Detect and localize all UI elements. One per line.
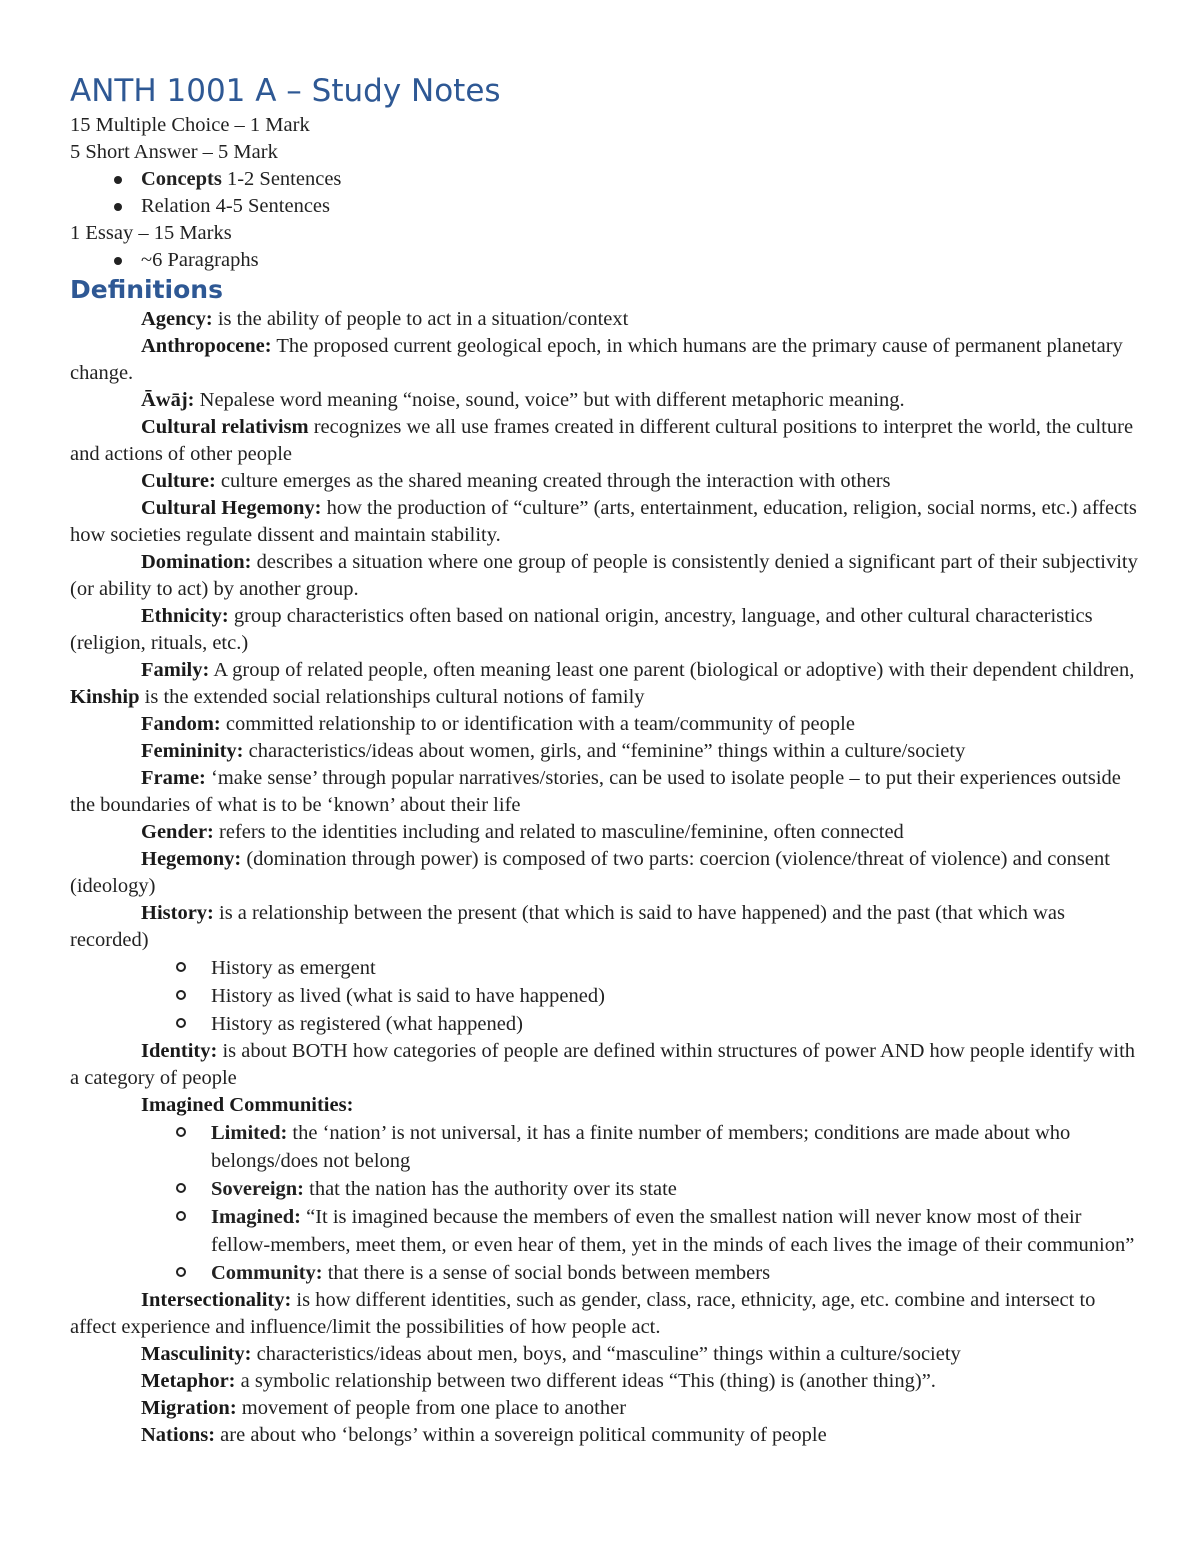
definition-text: 1-2 Sentences <box>221 168 342 190</box>
list-item <box>70 1119 1140 1175</box>
term: Gender: <box>141 821 214 843</box>
definition-text: group characteristics often based on national origin, ancestry, language, and other cultural characteristics (religion, rituals, etc.) <box>70 605 1093 654</box>
document-title: ANTH 1001 A – Study Notes <box>70 73 501 109</box>
definition-identity <box>70 1038 1140 1092</box>
term: Anthropocene: <box>141 335 272 357</box>
list-item: History as lived (what is said to have happened) <box>70 982 1140 1010</box>
term: Cultural relativism <box>141 416 309 438</box>
definition-cultural-hegemony <box>70 495 1140 549</box>
definition-text: is about BOTH how categories of people are defined within structures of power AND how people identify with a category of people <box>70 1040 1136 1089</box>
definition-text: ‘make sense’ through popular narratives/stories, can be used to isolate people – to put their experiences outside the boundaries of what is to be ‘known’ about their life <box>70 767 1121 816</box>
term: Ethnicity: <box>141 605 229 627</box>
definition-text: The proposed current geological epoch, in which humans are the primary cause of permanent planetary change. <box>70 335 1123 384</box>
list-item <box>70 1203 1140 1259</box>
definition-text: characteristics/ideas about men, boys, and “masculine” things within a culture/society <box>251 1343 961 1365</box>
definition-text: committed relationship to or identification with a team/community of people <box>220 713 855 735</box>
imagined-communities-list <box>70 1119 1140 1287</box>
list-item <box>70 1175 1140 1203</box>
definition-text: describes a situation where one group of people is consistently denied a significant part of their subjectivity (or ability to act) by another group. <box>70 551 1138 600</box>
definition-ethnicity <box>70 603 1140 657</box>
definition-text: that there is a sense of social bonds between members <box>322 1262 771 1284</box>
term: Limited: <box>211 1122 288 1144</box>
definition-metaphor <box>70 1368 1140 1395</box>
definition-text: (domination through power) is composed of two parts: coercion (violence/threat of violence) and consent (ideology) <box>70 848 1110 897</box>
definition-text: a symbolic relationship between two different ideas “This (thing) is (another thing)”. <box>235 1370 936 1392</box>
definition-text: the ‘nation’ is not universal, it has a finite number of members; conditions are made about who belongs/does not belong <box>211 1122 1071 1172</box>
definition-text: “It is imagined because the members of even the smallest nation will never know most of their fellow-members, meet them, or even hear of them, yet in the minds of each lives the image of their communion” <box>211 1206 1135 1256</box>
list-item <box>70 1259 1140 1287</box>
term: Femininity: <box>141 740 244 762</box>
definition-text: that the nation has the authority over its state <box>304 1178 677 1200</box>
term: Fandom: <box>141 713 221 735</box>
definition-awaj <box>70 387 1140 414</box>
term: Concepts <box>141 168 222 190</box>
definition-text: is the extended social relationships cultural notions of family <box>139 686 645 708</box>
definition-migration <box>70 1395 1140 1422</box>
definition-text: culture emerges as the shared meaning created through the interaction with others <box>215 470 891 492</box>
list-item: ~6 Paragraphs <box>70 247 1140 274</box>
term: Culture: <box>141 470 216 492</box>
definition-masculinity <box>70 1341 1140 1368</box>
term: Masculinity: <box>141 1343 252 1365</box>
definition-text: is how different identities, such as gender, class, race, ethnicity, age, etc. combine and intersect to affect experience and influence/limit the possibilities of how people act. <box>70 1289 1096 1338</box>
term: History: <box>141 902 214 924</box>
term: Migration: <box>141 1397 237 1419</box>
term: Imagined: <box>211 1206 301 1228</box>
term: Community: <box>211 1262 323 1284</box>
definition-cultural-relativism <box>70 414 1140 468</box>
definition-text: refers to the identities including and related to masculine/feminine, often connected <box>213 821 904 843</box>
definition-fandom <box>70 711 1140 738</box>
definition-nations <box>70 1422 1140 1449</box>
definition-gender <box>70 819 1140 846</box>
definition-history <box>70 900 1140 954</box>
definition-text: Nepalese word meaning “noise, sound, voice” but with different metaphoric meaning. <box>194 389 905 411</box>
definition-anthropocene <box>70 333 1140 387</box>
term: Frame: <box>141 767 206 789</box>
exam-line-multiple-choice: 15 Multiple Choice – 1 Mark <box>70 114 310 136</box>
term: Agency: <box>141 308 213 330</box>
term: Intersectionality: <box>141 1289 292 1311</box>
term: Nations: <box>141 1424 216 1446</box>
term-kinship: Kinship <box>70 686 140 708</box>
term: Cultural Hegemony: <box>141 497 322 519</box>
list-item: History as registered (what happened) <box>70 1010 1140 1038</box>
definition-hegemony <box>70 846 1140 900</box>
term: Sovereign: <box>211 1178 305 1200</box>
definition-text: is the ability of people to act in a situation/context <box>212 308 629 330</box>
definition-text: characteristics/ideas about women, girls, and “feminine” things within a culture/society <box>243 740 966 762</box>
definition-agency <box>70 306 1140 333</box>
term: Imagined Communities: <box>141 1094 354 1116</box>
definition-text: is a relationship between the present (that which is said to have happened) and the past (that which was recorded) <box>70 902 1065 951</box>
essay-list <box>70 247 1140 274</box>
definition-culture <box>70 468 1140 495</box>
definition-text: recognizes we all use frames created in different cultural positions to interpret the world, the culture and actions of other people <box>70 416 1134 465</box>
list-item: History as emergent <box>70 954 1140 982</box>
definition-family <box>70 657 1140 711</box>
definition-intersectionality <box>70 1287 1140 1341</box>
definition-text: are about who ‘belongs’ within a sovereign political community of people <box>215 1424 827 1446</box>
history-list <box>70 954 1140 1038</box>
definition-text: movement of people from one place to another <box>236 1397 627 1419</box>
definition-frame <box>70 765 1140 819</box>
list-item: Relation 4-5 Sentences <box>70 193 1140 220</box>
term: Āwāj: <box>141 389 195 411</box>
term: Hegemony: <box>141 848 242 870</box>
term: Family: <box>141 659 210 681</box>
term: Metaphor: <box>141 1370 236 1392</box>
list-item <box>70 166 1140 193</box>
definition-text: how the production of “culture” (arts, entertainment, education, religion, social norms, etc.) affects how societies regulate dissent and maintain stability. <box>70 497 1137 546</box>
definition-text: A group of related people, often meaning least one parent (biological or adoptive) with their dependent children, <box>209 659 1135 681</box>
term: Identity: <box>141 1040 218 1062</box>
term: Domination: <box>141 551 252 573</box>
exam-line-short-answer: 5 Short Answer – 5 Mark <box>70 141 278 163</box>
definition-femininity <box>70 738 1140 765</box>
definition-domination <box>70 549 1140 603</box>
exam-line-essay: 1 Essay – 15 Marks <box>70 222 232 244</box>
section-heading: Definitions <box>70 275 223 304</box>
definition-imagined-communities <box>70 1092 1140 1119</box>
short-answer-list <box>70 166 1140 220</box>
